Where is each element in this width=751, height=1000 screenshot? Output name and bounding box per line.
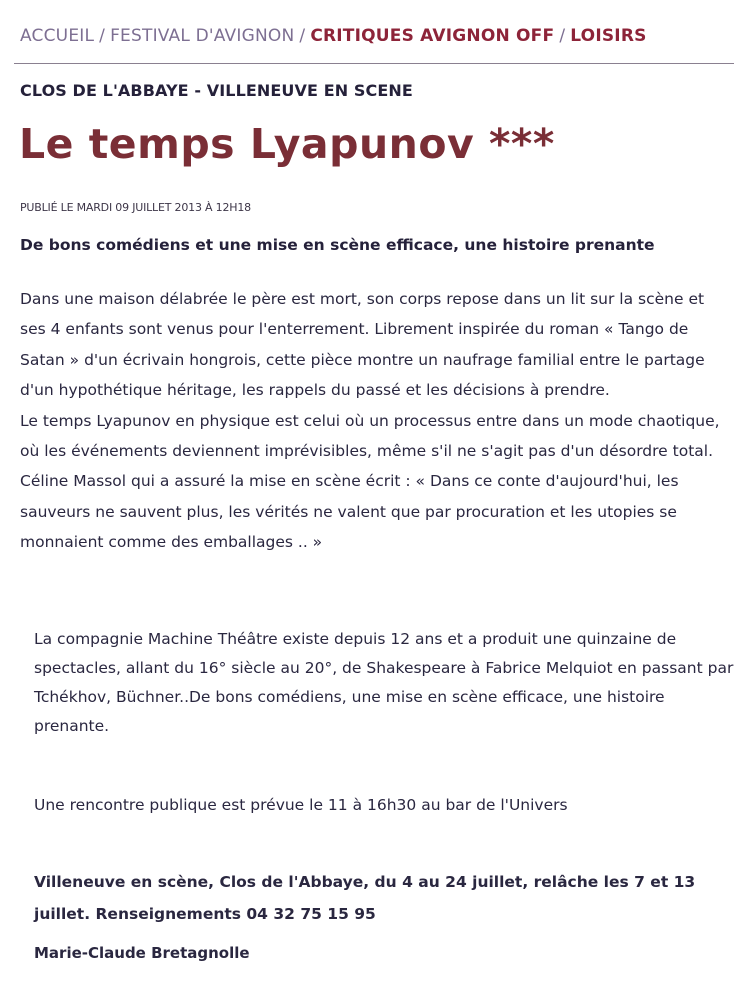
publication-date: PUBLIÉ LE MARDI 09 JUILLET 2013 À 12H18 — [20, 201, 251, 214]
breadcrumb-link-accueil[interactable]: ACCUEIL — [20, 26, 95, 46]
breadcrumb-separator: / — [99, 26, 106, 46]
breadcrumb-link-critiques-avignon-off[interactable]: CRITIQUES AVIGNON OFF — [310, 26, 555, 46]
breadcrumb — [20, 26, 647, 46]
breadcrumb-separator: / — [299, 26, 306, 46]
article-lead: De bons comédiens et une mise en scène efficace, une histoire prenante — [20, 236, 655, 254]
article-paragraph-meeting: Une rencontre publique est prévue le 11 à 16h30 au bar de l'Univers — [34, 796, 568, 814]
article-kicker: CLOS DE L'ABBAYE - VILLENEUVE EN SCENE — [20, 81, 413, 100]
paragraph-text: Le temps Lyapunov en physique est celui où un processus entre dans un mode chaotique, où les événements deviennent imprévisibles, même s'il ne s'agit pas d'un désordre total. Céline Massol qui a assuré la mise en scène écrit : « Dans ce conte d'aujourd'hui, les sauveurs ne sauvent plus, les vérités ne valent que par procuration et les utopies se monnaient comme des emballages .. » — [20, 411, 720, 552]
breadcrumb-separator: / — [559, 26, 566, 46]
header-divider — [14, 63, 734, 64]
breadcrumb-link-festival-avignon[interactable]: FESTIVAL D'AVIGNON — [110, 26, 295, 46]
breadcrumb-link-loisirs[interactable]: LOISIRS — [570, 26, 647, 46]
article-author: Marie-Claude Bretagnolle — [34, 944, 250, 962]
article-title: Le temps Lyapunov *** — [19, 120, 555, 168]
paragraph-text: Dans une maison délabrée le père est mort, son corps repose dans un lit sur la scène et ses 4 enfants sont venus pour l'enterrement. Librement inspirée du roman « Tango de Satan » d'un écrivain hongrois, cette pièce montre un naufrage familial entre le partage d'un hypothétique héritage, les rappels du passé et les décisions à prendre. — [20, 290, 705, 400]
article-paragraph-company: La compagnie Machine Théâtre existe depuis 12 ans et a produit une quinzaine de spectacles, allant du 16° siècle au 20°, de Shakespeare à Fabrice Melquiot en passant par Tchékhov, Büchner..De bons comédiens, une mise en scène efficace, une histoire prenante. — [34, 630, 734, 735]
article-paragraph-practical-info: Villeneuve en scène, Clos de l'Abbaye, du 4 au 24 juillet, relâche les 7 et 13 juillet. Renseignements 04 32 75 15 95 — [34, 873, 696, 923]
article-paragraph-intro — [20, 284, 732, 558]
